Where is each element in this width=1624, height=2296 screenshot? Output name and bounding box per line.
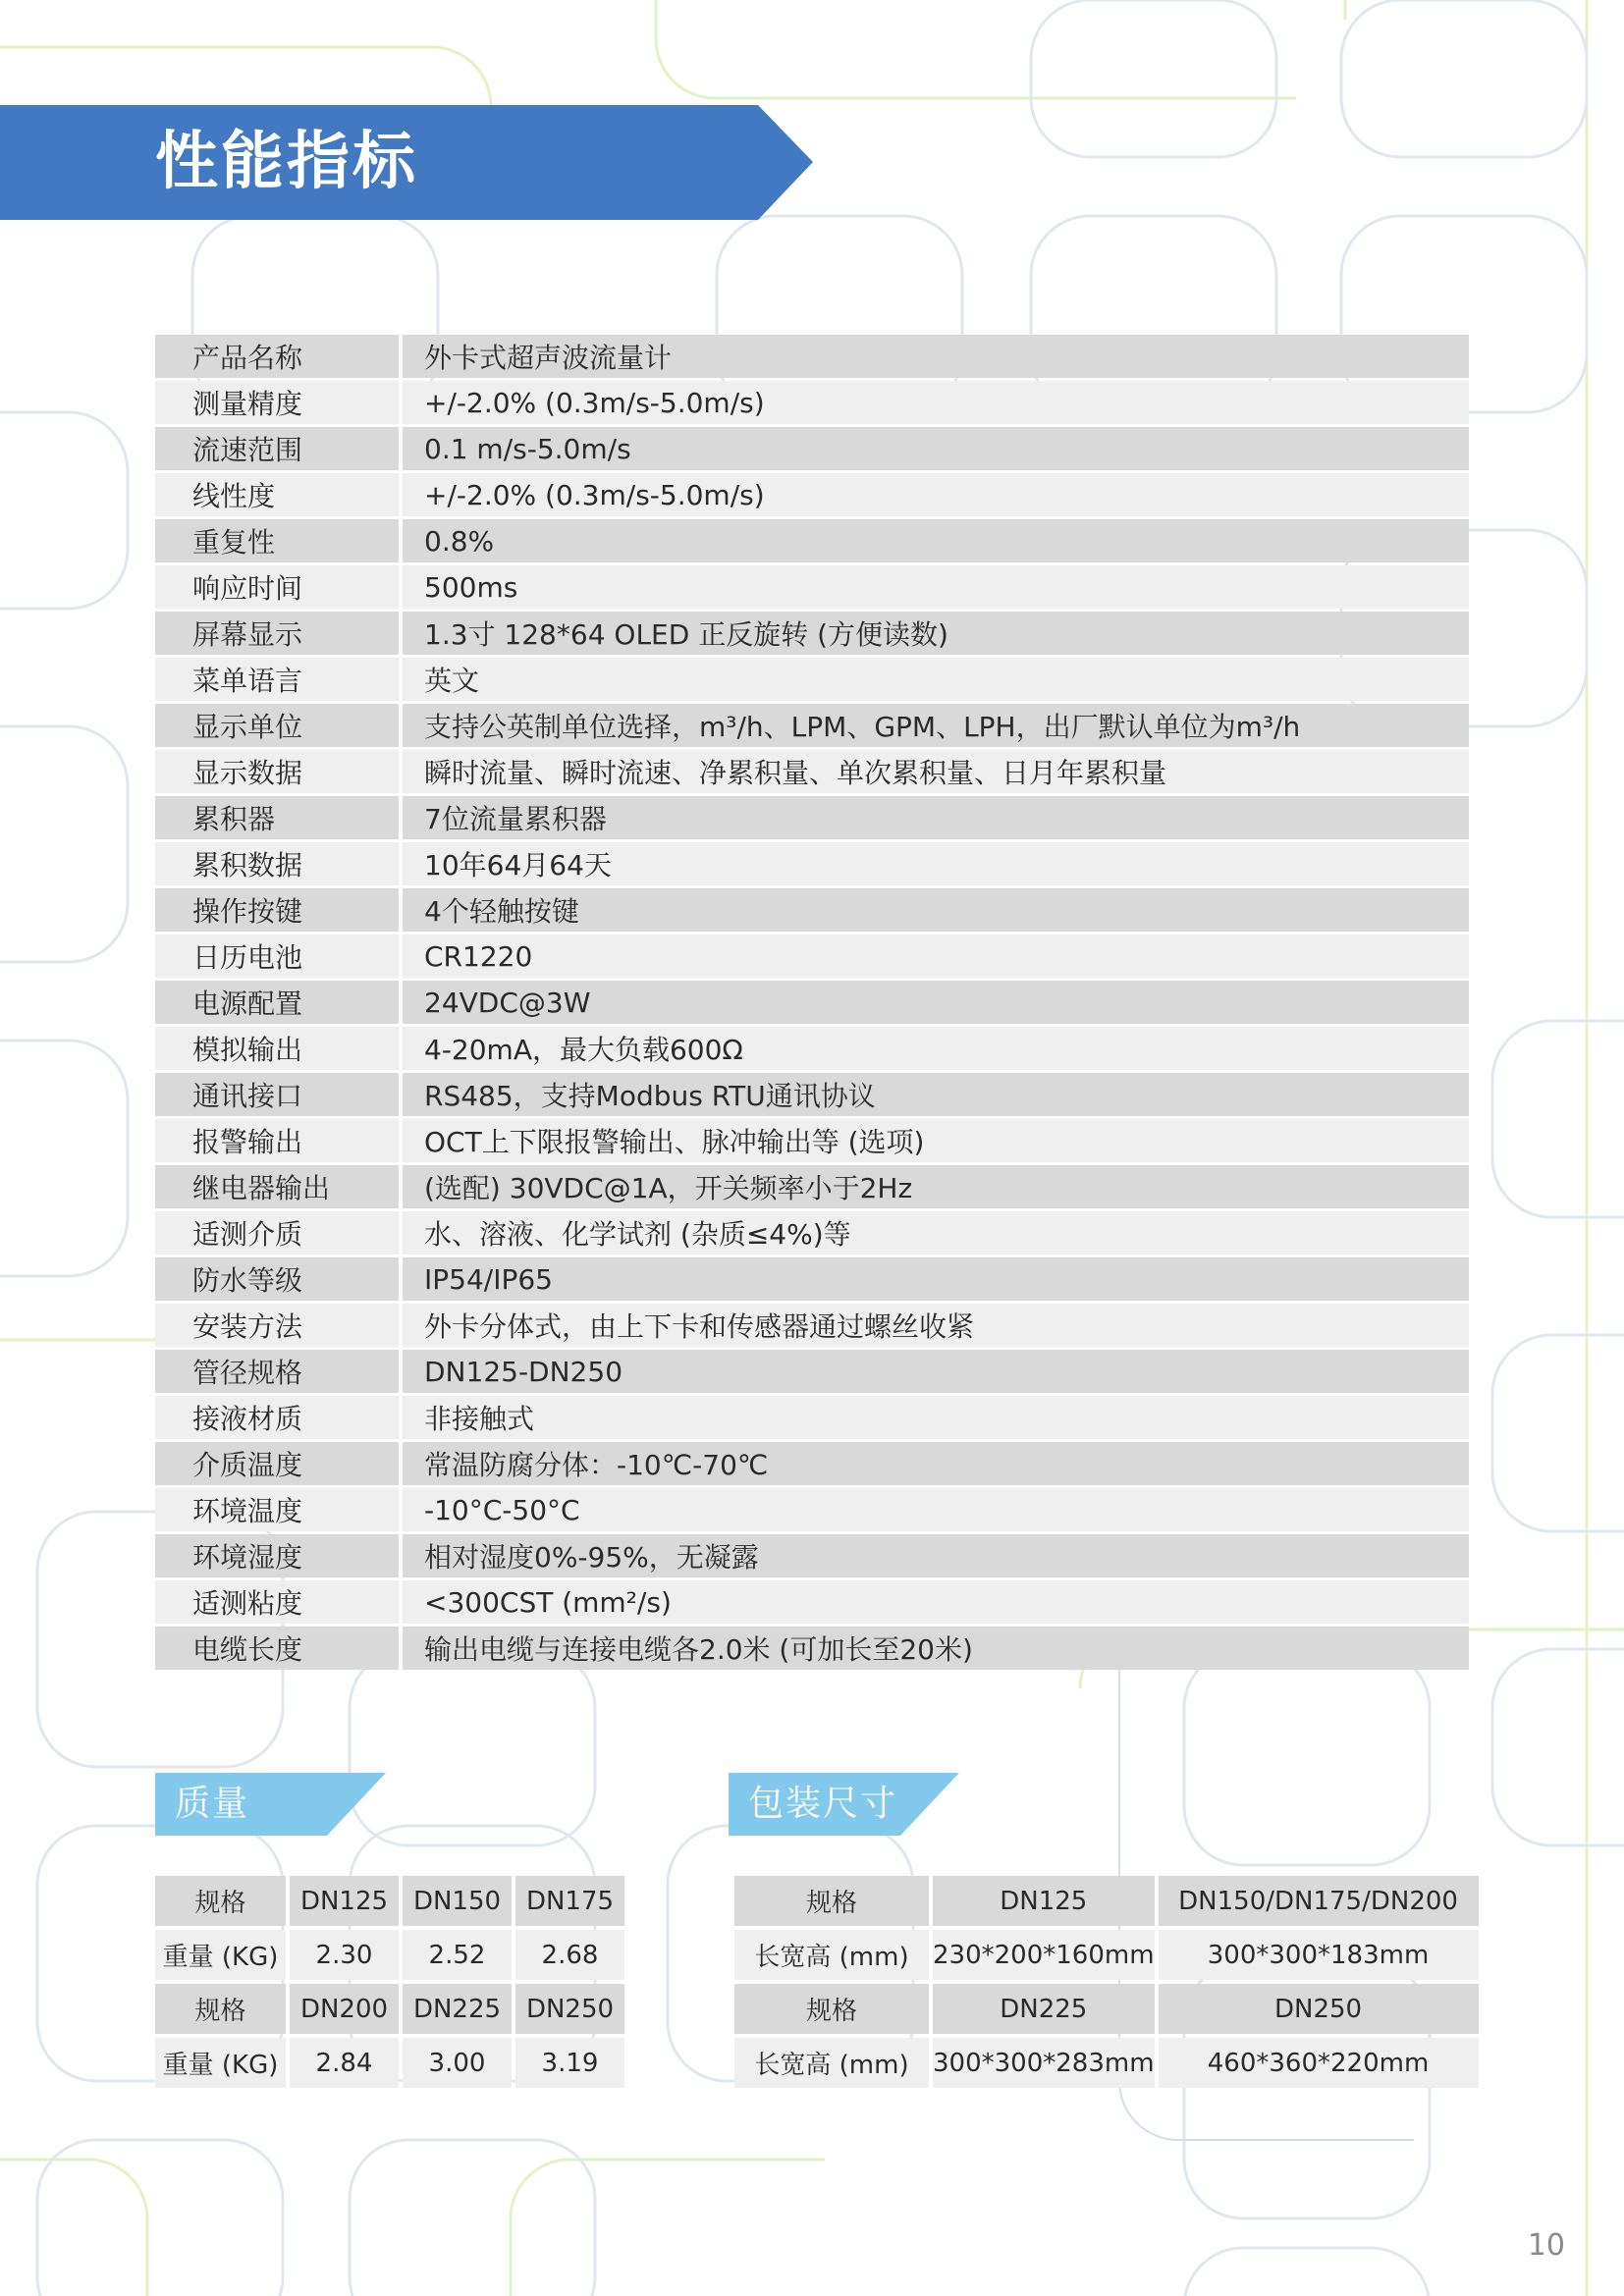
spec-label: 线性度 bbox=[155, 473, 399, 516]
spec-row bbox=[155, 1073, 1469, 1116]
spec-row bbox=[155, 1350, 1469, 1393]
weight-table-cell: DN250 bbox=[515, 1984, 624, 2034]
spec-label: 继电器输出 bbox=[155, 1165, 399, 1208]
package-table-cell: DN225 bbox=[933, 1984, 1155, 2034]
spec-row bbox=[155, 1580, 1469, 1624]
spec-value: 外卡式超声波流量计 bbox=[403, 335, 1469, 378]
spec-label: 屏幕显示 bbox=[155, 612, 399, 655]
weight-table-cell: 规格 bbox=[155, 1984, 286, 2034]
spec-label: 重复性 bbox=[155, 519, 399, 562]
weight-table-cell: DN200 bbox=[290, 1984, 399, 2034]
spec-value: 支持公英制单位选择，m³/h、LPM、GPM、LPH，出厂默认单位为m³/h bbox=[403, 704, 1469, 747]
spec-label: 操作按键 bbox=[155, 888, 399, 932]
spec-label: 响应时间 bbox=[155, 565, 399, 609]
spec-row bbox=[155, 1165, 1469, 1208]
package-table-cell: 规格 bbox=[734, 1876, 929, 1926]
spec-value: 常温防腐分体：-10℃-70℃ bbox=[403, 1442, 1469, 1485]
spec-row bbox=[155, 888, 1469, 932]
package-table-cell: 规格 bbox=[734, 1984, 929, 2034]
spec-label: 测量精度 bbox=[155, 381, 399, 424]
spec-label: 接液材质 bbox=[155, 1396, 399, 1439]
weight-table-row bbox=[155, 1984, 624, 2034]
spec-row bbox=[155, 658, 1469, 701]
package-table-row bbox=[734, 1930, 1479, 1980]
weight-table-row bbox=[155, 1930, 624, 1980]
spec-label: 适测粘度 bbox=[155, 1580, 399, 1624]
spec-row bbox=[155, 473, 1469, 516]
spec-row bbox=[155, 934, 1469, 978]
package-table-cell: DN125 bbox=[933, 1876, 1155, 1926]
spec-row bbox=[155, 981, 1469, 1024]
weight-table-cell: 规格 bbox=[155, 1876, 286, 1926]
spec-label: 累积数据 bbox=[155, 842, 399, 885]
package-table-cell: 300*300*283mm bbox=[933, 2038, 1155, 2088]
package-table-row bbox=[734, 1876, 1479, 1926]
spec-value: -10°C-50°C bbox=[403, 1488, 1469, 1531]
page-title: 性能指标 bbox=[155, 126, 418, 198]
package-table-row bbox=[734, 2038, 1479, 2088]
weight-section-title: 质量 bbox=[175, 1784, 250, 1824]
spec-value: 非接触式 bbox=[403, 1396, 1469, 1439]
spec-label: 电缆长度 bbox=[155, 1627, 399, 1670]
weight-table-cell: 2.84 bbox=[290, 2038, 399, 2088]
spec-label: 管径规格 bbox=[155, 1350, 399, 1393]
spec-row bbox=[155, 1027, 1469, 1070]
spec-row bbox=[155, 519, 1469, 562]
spec-row bbox=[155, 1488, 1469, 1531]
weight-table-row bbox=[155, 2038, 624, 2088]
spec-row bbox=[155, 750, 1469, 793]
spec-row bbox=[155, 1396, 1469, 1439]
spec-value: IP54/IP65 bbox=[403, 1257, 1469, 1301]
spec-table bbox=[155, 332, 1469, 1673]
spec-label: 累积器 bbox=[155, 796, 399, 839]
weight-table-cell: 2.52 bbox=[403, 1930, 512, 1980]
spec-row bbox=[155, 565, 1469, 609]
weight-table-cell: DN125 bbox=[290, 1876, 399, 1926]
spec-label: 环境湿度 bbox=[155, 1534, 399, 1577]
spec-row bbox=[155, 335, 1469, 378]
weight-table-row bbox=[155, 1876, 624, 1926]
weight-table-cell: DN225 bbox=[403, 1984, 512, 2034]
spec-value: 0.8% bbox=[403, 519, 1469, 562]
spec-label: 报警输出 bbox=[155, 1119, 399, 1162]
spec-value: CR1220 bbox=[403, 934, 1469, 978]
spec-value: 500ms bbox=[403, 565, 1469, 609]
package-table-cell: 长宽高 (mm) bbox=[734, 2038, 929, 2088]
title-banner bbox=[0, 105, 815, 220]
spec-label: 显示单位 bbox=[155, 704, 399, 747]
weight-table-cell: 2.68 bbox=[515, 1930, 624, 1980]
spec-value: 1.3寸 128*64 OLED 正反旋转 (方便读数) bbox=[403, 612, 1469, 655]
spec-label: 显示数据 bbox=[155, 750, 399, 793]
spec-label: 菜单语言 bbox=[155, 658, 399, 701]
page-number: 10 bbox=[1527, 2228, 1565, 2263]
spec-row bbox=[155, 1119, 1469, 1162]
spec-row bbox=[155, 704, 1469, 747]
spec-value: 外卡分体式，由上下卡和传感器通过螺丝收紧 bbox=[403, 1304, 1469, 1347]
spec-value: 相对湿度0%-95%，无凝露 bbox=[403, 1534, 1469, 1577]
spec-value: 24VDC@3W bbox=[403, 981, 1469, 1024]
spec-row bbox=[155, 1534, 1469, 1577]
spec-label: 安装方法 bbox=[155, 1304, 399, 1347]
package-table-cell: DN150/DN175/DN200 bbox=[1159, 1876, 1479, 1926]
package-table-cell: DN250 bbox=[1159, 1984, 1479, 2034]
package-section-title: 包装尺寸 bbox=[748, 1784, 898, 1824]
spec-row bbox=[155, 1442, 1469, 1485]
weight-table-cell: 重量 (KG) bbox=[155, 2038, 286, 2088]
weight-table-cell: 2.30 bbox=[290, 1930, 399, 1980]
weight-section-header bbox=[155, 1773, 391, 1836]
spec-value: OCT上下限报警输出、脉冲输出等 (选项) bbox=[403, 1119, 1469, 1162]
spec-row bbox=[155, 1627, 1469, 1670]
spec-value: (选配) 30VDC@1A，开关频率小于2Hz bbox=[403, 1165, 1469, 1208]
spec-value: <300CST (mm²/s) bbox=[403, 1580, 1469, 1624]
spec-value: 7位流量累积器 bbox=[403, 796, 1469, 839]
spec-row bbox=[155, 796, 1469, 839]
spec-value: 4个轻触按键 bbox=[403, 888, 1469, 932]
spec-label: 电源配置 bbox=[155, 981, 399, 1024]
spec-value: DN125-DN250 bbox=[403, 1350, 1469, 1393]
package-section-header bbox=[729, 1773, 964, 1836]
spec-label: 日历电池 bbox=[155, 934, 399, 978]
spec-label: 防水等级 bbox=[155, 1257, 399, 1301]
package-table-cell: 300*300*183mm bbox=[1159, 1930, 1479, 1980]
package-table-cell: 长宽高 (mm) bbox=[734, 1930, 929, 1980]
package-table-cell: 230*200*160mm bbox=[933, 1930, 1155, 1980]
spec-label: 环境温度 bbox=[155, 1488, 399, 1531]
spec-row bbox=[155, 842, 1469, 885]
spec-label: 通讯接口 bbox=[155, 1073, 399, 1116]
spec-label: 介质温度 bbox=[155, 1442, 399, 1485]
spec-label: 适测介质 bbox=[155, 1211, 399, 1255]
spec-value: 0.1 m/s-5.0m/s bbox=[403, 427, 1469, 470]
weight-table-cell: 重量 (KG) bbox=[155, 1930, 286, 1980]
package-table-cell: 460*360*220mm bbox=[1159, 2038, 1479, 2088]
package-table-row bbox=[734, 1984, 1479, 2034]
spec-value: 输出电缆与连接电缆各2.0米 (可加长至20米) bbox=[403, 1627, 1469, 1670]
spec-label: 产品名称 bbox=[155, 335, 399, 378]
spec-row bbox=[155, 1257, 1469, 1301]
spec-row bbox=[155, 381, 1469, 424]
spec-value: 瞬时流量、瞬时流速、净累积量、单次累积量、日月年累积量 bbox=[403, 750, 1469, 793]
weight-table-cell: DN175 bbox=[515, 1876, 624, 1926]
spec-value: 英文 bbox=[403, 658, 1469, 701]
weight-table-cell: 3.19 bbox=[515, 2038, 624, 2088]
spec-row bbox=[155, 1211, 1469, 1255]
spec-row bbox=[155, 612, 1469, 655]
spec-label: 流速范围 bbox=[155, 427, 399, 470]
spec-row bbox=[155, 1304, 1469, 1347]
spec-value: 水、溶液、化学试剂 (杂质≤4%)等 bbox=[403, 1211, 1469, 1255]
package-table bbox=[731, 1872, 1483, 2092]
spec-value: 4-20mA，最大负载600Ω bbox=[403, 1027, 1469, 1070]
weight-table bbox=[151, 1872, 628, 2092]
spec-value: +/-2.0% (0.3m/s-5.0m/s) bbox=[403, 381, 1469, 424]
spec-value: +/-2.0% (0.3m/s-5.0m/s) bbox=[403, 473, 1469, 516]
spec-value: 10年64月64天 bbox=[403, 842, 1469, 885]
spec-label: 模拟输出 bbox=[155, 1027, 399, 1070]
spec-value: RS485，支持Modbus RTU通讯协议 bbox=[403, 1073, 1469, 1116]
spec-row bbox=[155, 427, 1469, 470]
weight-table-cell: DN150 bbox=[403, 1876, 512, 1926]
weight-table-cell: 3.00 bbox=[403, 2038, 512, 2088]
